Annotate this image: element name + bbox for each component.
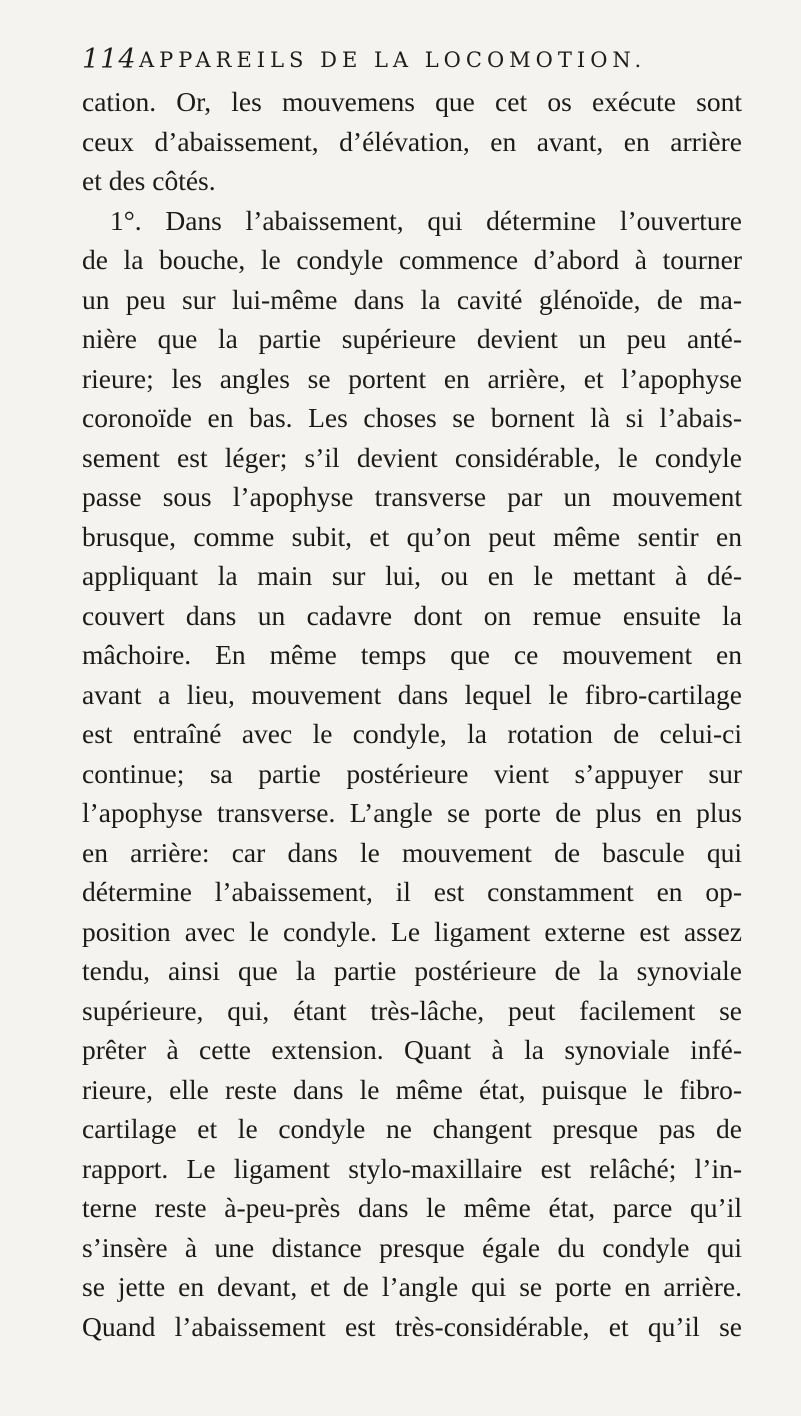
text-line: avant a lieu, mouvement dans lequel le fibro-cartilage [82,678,742,710]
text-line: terne reste à-peu-près dans le même état, parce qu’il [82,1192,742,1223]
text-line: sement est léger; s’il devient considérable, le condyle [82,441,742,473]
text-line: se jette en devant, et de l’angle qui se porte en arrière. [82,1271,742,1302]
text-line: Quand l’abaissement est très-considérable, et qu’il se [82,1310,742,1342]
text-line: et des côtés. [82,165,216,196]
text-line: s’insère à une distance presque égale du condyle qui [82,1231,742,1263]
text-line: position avec le condyle. Le ligament externe est assez [82,915,742,947]
text-line: de la bouche, le condyle commence d’abord à tourner [82,244,742,275]
text-line: rieure, elle reste dans le même état, puisque le fibro- [82,1073,742,1105]
text-line: l’apophyse transverse. L’angle se porte de plus en plus [82,797,742,828]
running-head [82,40,742,80]
text-line: prêter à cette extension. Quant à la synoviale infé- [82,1034,742,1065]
text-line: coronoïde en bas. Les choses se bornent là si l’abais- [82,402,742,433]
text-line: tendu, ainsi que la partie postérieure de la synoviale [82,955,742,986]
running-head-title: APPAREILS DE LA LOCOMOTION. [139,48,647,72]
text-line: rapport. Le ligament stylo-maxillaire est relâché; l’in- [82,1152,742,1184]
text-line: brusque, comme subit, et qu’on peut même sentir en [82,520,742,552]
text-line: passe sous l’apophyse transverse par un mouvement [82,481,742,512]
text-line: couvert dans un cadavre dont on remue ensuite la [82,599,742,631]
text-line: supérieure, qui, étant très-lâche, peut facilement se [82,994,742,1026]
page-number: 114 [82,44,137,75]
text-line: cartilage et le condyle ne changent presque pas de [82,1113,742,1144]
text-line: ceux d’abaissement, d’élévation, en avant, en arrière [82,125,742,157]
text-line: mâchoire. En même temps que ce mouvement en [82,639,742,670]
text-line: 1°. Dans l’abaissement, qui détermine l’ouverture [110,204,742,236]
text-line: continue; sa partie postérieure vient s’appuyer sur [82,757,742,789]
body-text [82,82,742,1346]
text-line: est entraîné avec le condyle, la rotation de celui-ci [82,718,742,749]
text-line: cation. Or, les mouvemens que cet os exécute sont [82,86,742,117]
text-line: en arrière: car dans le mouvement de bascule qui [82,836,742,868]
text-line: nière que la partie supérieure devient un peu anté- [82,323,742,354]
text-line: appliquant la main sur lui, ou en le mettant à dé- [82,560,742,591]
text-line: un peu sur lui-même dans la cavité glénoïde, de ma- [82,283,742,315]
text-line: rieure; les angles se portent en arrière, et l’apophyse [82,362,742,394]
text-line: détermine l’abaissement, il est constamment en op- [82,876,742,907]
